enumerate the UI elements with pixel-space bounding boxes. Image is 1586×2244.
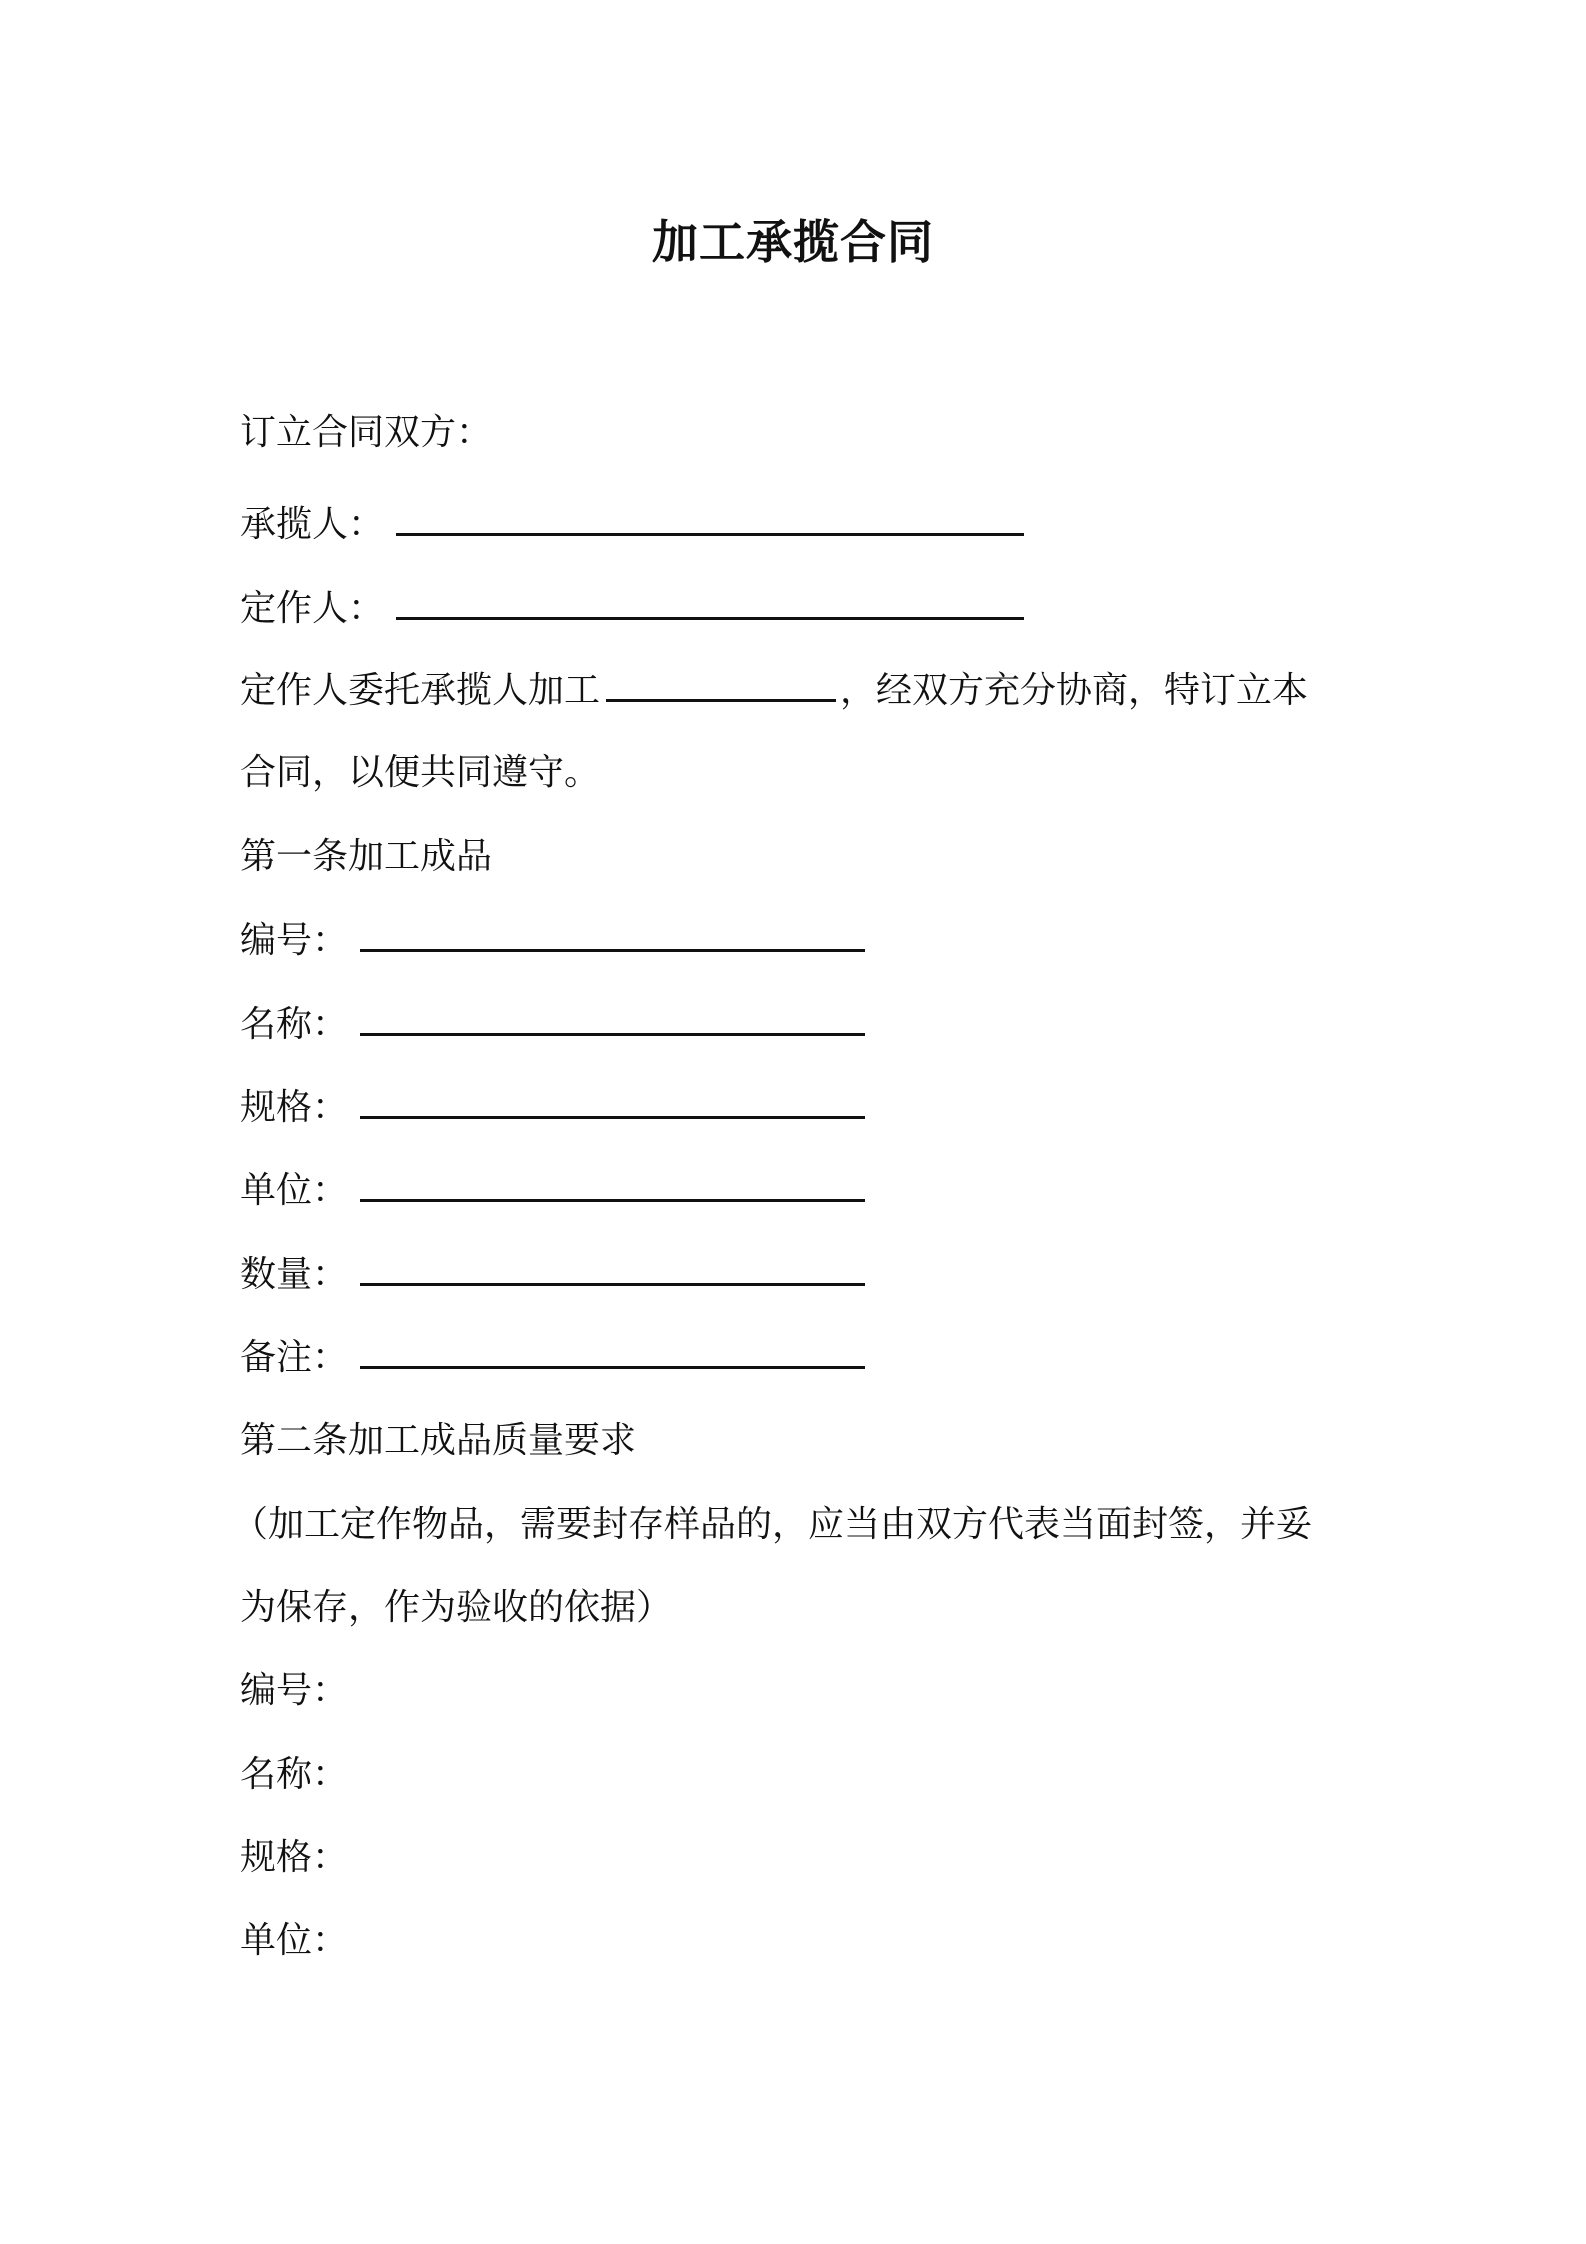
field-blank[interactable] (360, 1253, 865, 1286)
contractor-blank[interactable] (396, 503, 1024, 536)
field-label: 名称： (240, 1004, 349, 1045)
purpose-text-after: ，经双方充分协商，特订立本 (840, 670, 1309, 711)
article2-note-line-2: 为保存，作为验收的依据） (240, 1587, 673, 1628)
field-blank[interactable] (360, 1086, 865, 1119)
document-title: 加工承揽合同 (652, 215, 934, 269)
article1-field-quantity (240, 1250, 865, 1300)
article2-note-line-1: （加工定作物品，需要封存样品的，应当由双方代表当面封签，并妥 (232, 1504, 1313, 1545)
purpose-line-1 (240, 666, 1308, 716)
article1-field-number (240, 916, 865, 966)
purpose-text-before: 定作人委托承揽人加工 (240, 670, 601, 711)
article1-field-name (240, 1000, 865, 1050)
article2-heading: 第二条加工成品质量要求 (240, 1420, 637, 1461)
field-label: 编号： (240, 920, 349, 961)
article1-field-remarks (240, 1333, 865, 1383)
article1-field-spec (240, 1083, 865, 1133)
client-line (240, 584, 1024, 634)
contractor-label: 承揽人： (240, 504, 385, 545)
field-label: 规格： (240, 1087, 349, 1128)
article2-field-spec: 规格： (240, 1837, 349, 1878)
field-blank[interactable] (360, 1169, 865, 1202)
field-label: 单位： (240, 1170, 349, 1211)
field-label: 数量： (240, 1254, 349, 1295)
parties-intro: 订立合同双方： (240, 412, 493, 453)
article2-field-unit: 单位： (240, 1920, 349, 1961)
field-blank[interactable] (360, 919, 865, 952)
article2-field-number: 编号： (240, 1670, 349, 1711)
purpose-line-2: 合同，以便共同遵守。 (240, 752, 601, 793)
processing-item-blank[interactable] (606, 669, 836, 702)
article1-field-unit (240, 1166, 865, 1216)
field-blank[interactable] (360, 1336, 865, 1369)
article2-field-name: 名称： (240, 1754, 349, 1795)
client-label: 定作人： (240, 588, 385, 629)
article1-heading: 第一条加工成品 (240, 836, 493, 877)
field-label: 备注： (240, 1337, 349, 1378)
field-blank[interactable] (360, 1003, 865, 1036)
contractor-line (240, 500, 1024, 550)
client-blank[interactable] (396, 587, 1024, 620)
